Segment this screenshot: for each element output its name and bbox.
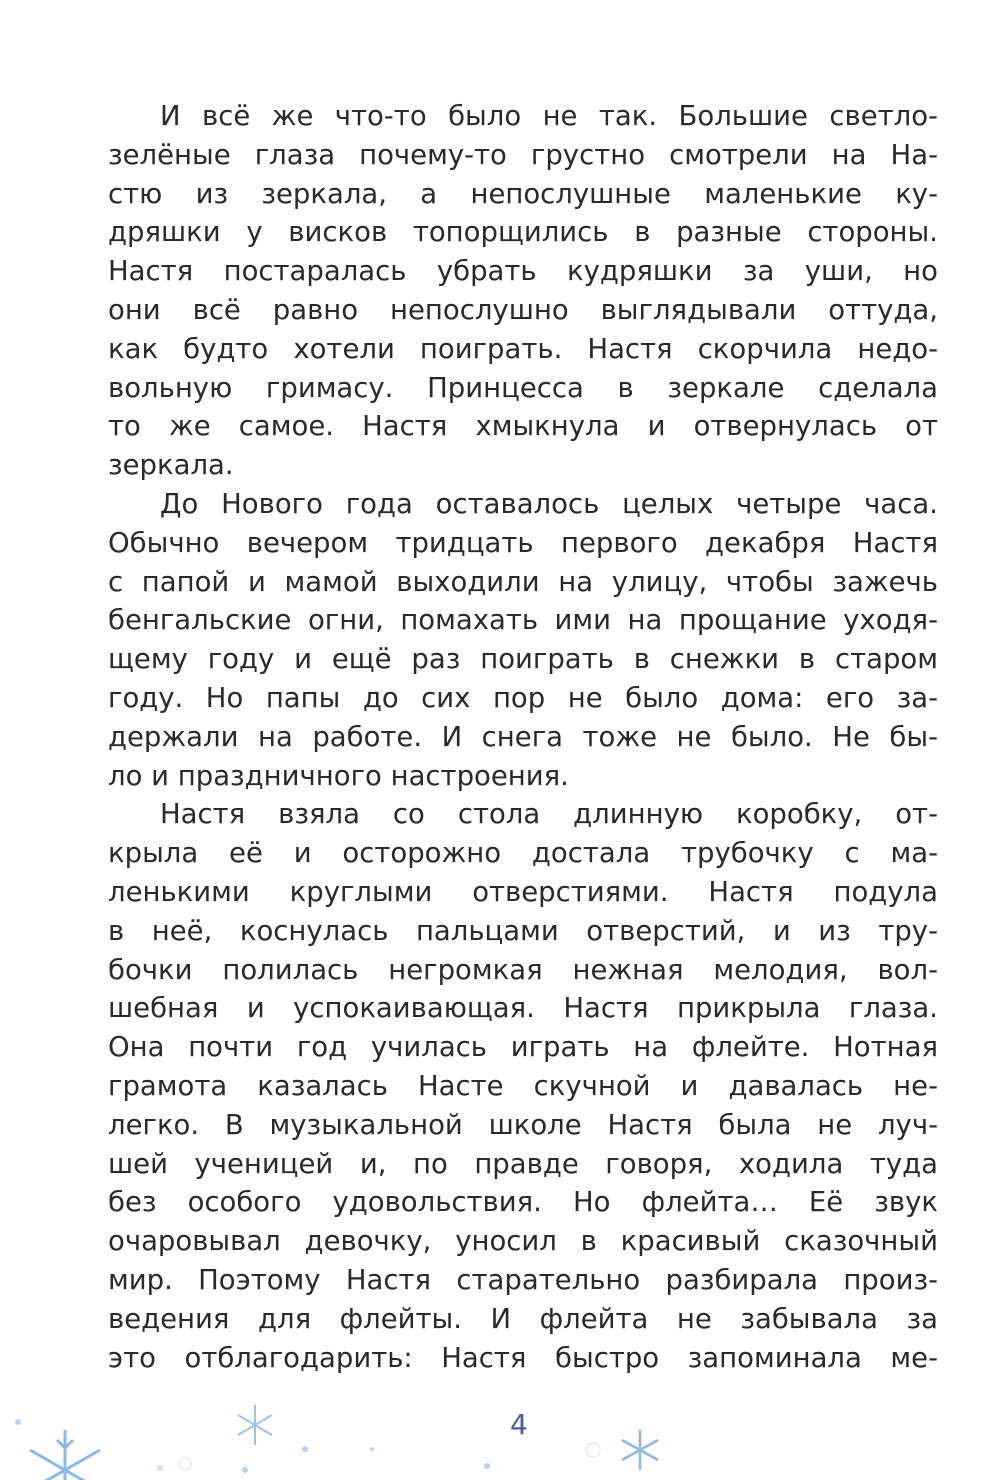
text-line: очаровывал девочку, уносил в красивый сказочный: [108, 1225, 938, 1258]
text-line: бенгальские огни, помахать ими на прощание уходя-: [108, 604, 938, 637]
snow-dots: [0, 1440, 1000, 1473]
text-line: они всё равно непослушно выглядывали оттуда,: [108, 293, 938, 326]
text-line: Обычно вечером тридцать первого декабря Настя: [108, 526, 938, 559]
text-line: с папой и мамой выходили на улицу, чтобы зажечь: [108, 565, 938, 598]
text-line: ленькими круглыми отверстиями. Настя подула: [108, 875, 938, 908]
text-line: в неё, коснулась пальцами отверстий, и из тру-: [108, 914, 938, 947]
text-line: зеркала.: [108, 449, 234, 482]
text-line: то же самое. Настя хмыкнула и отвернулась от: [108, 410, 938, 443]
text-line: держали на работе. И снега тоже не было. Не бы-: [108, 720, 938, 753]
text-line: шей ученицей и, по правде говоря, ходила туда: [108, 1147, 938, 1180]
text-line: дряшки у висков топорщились в разные стороны.: [108, 216, 938, 249]
text-line: щему году и ещё раз поиграть в снежки в старом: [108, 643, 938, 676]
text-line: без особого удовольствия. Но флейта… Её звук: [108, 1186, 938, 1219]
text-line: это отблагодарить: Настя быстро запоминала ме-: [108, 1341, 938, 1374]
text-line: шебная и успокаивающая. Настя прикрыла глаза.: [108, 992, 938, 1025]
text-line: стю из зеркала, а непослушные маленькие ку-: [108, 177, 938, 210]
text-line: вольную гримасу. Принцесса в зеркале сделала: [108, 371, 938, 404]
text-line: как будто хотели поиграть. Настя скорчила недо-: [108, 332, 938, 365]
text-line: мир. Поэтому Настя старательно разбирала произ-: [108, 1263, 938, 1296]
text-line: крыла её и осторожно достала трубочку с ма-: [108, 837, 938, 870]
text-line: бочки полилась негромкая нежная мелодия, вол-: [108, 953, 938, 986]
text-line: Она почти год училась играть на флейте. Нотная: [108, 1031, 938, 1064]
page-number: 4: [510, 1408, 528, 1441]
text-line: зелёные глаза почему-то грустно смотрели на На-: [108, 138, 938, 171]
text-line: году. Но папы до сих пор не было дома: его за-: [108, 681, 938, 714]
text-line: ведения для флейты. И флейта не забывала за: [108, 1302, 938, 1335]
text-line: ло и праздничного настроения.: [108, 759, 569, 792]
text-line: Настя постаралась убрать кудряшки за уши, но: [108, 255, 938, 288]
body-text: [108, 97, 938, 1377]
text-line: И всё же что-то было не так. Большие светло-: [160, 100, 938, 132]
text-line: Настя взяла со стола длинную коробку, от-: [160, 798, 938, 831]
text-line: грамота казалась Насте скучной и давалась не-: [108, 1069, 938, 1102]
text-line: легко. В музыкальной школе Настя была не луч-: [108, 1108, 938, 1141]
text-line: До Нового года оставалось целых четыре часа.: [160, 487, 938, 520]
